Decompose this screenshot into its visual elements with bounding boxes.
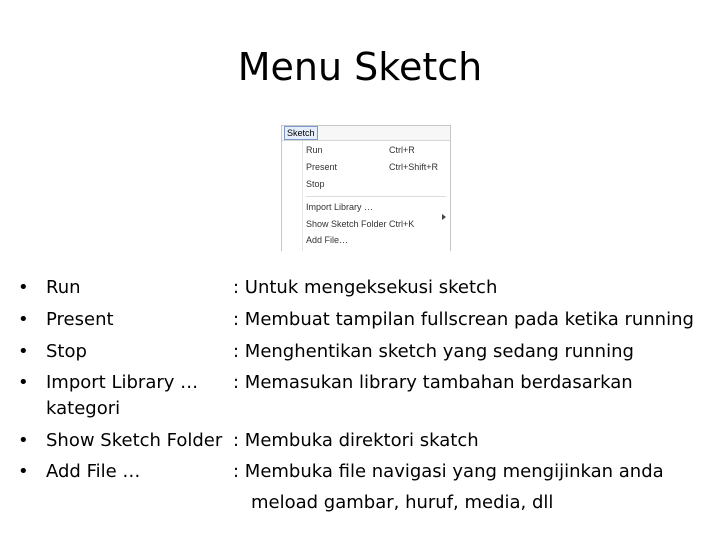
menu-item-show-sketch-folder[interactable]: Show Sketch Folder <box>306 219 387 229</box>
shortcut-show-sketch-folder: Ctrl+K <box>389 219 415 229</box>
submenu-arrow-icon <box>442 214 446 220</box>
menu-item-run[interactable]: Run <box>306 145 323 155</box>
desc-add-file-cont: meload gambar, huruf, media, dll <box>251 492 554 513</box>
menu-separator <box>306 196 446 197</box>
item-stop: Stop <box>46 341 87 362</box>
item-run: Run <box>46 277 81 298</box>
menu-item-stop[interactable]: Stop <box>306 179 325 189</box>
desc-add-file: : Membuka file navigasi yang mengijinkan anda <box>233 461 664 482</box>
bullet: • <box>18 430 29 451</box>
bullet: • <box>18 309 29 330</box>
desc-import-library: : Memasukan library tambahan berdasarkan <box>233 372 633 393</box>
menu-item-add-file[interactable]: Add File… <box>306 235 349 245</box>
bullet: • <box>18 341 29 362</box>
menu-item-present[interactable]: Present <box>306 162 338 172</box>
item-add-file: Add File … <box>46 461 141 482</box>
item-present: Present <box>46 309 114 330</box>
page-title: Menu Sketch <box>237 45 483 89</box>
item-show-sketch-folder: Show Sketch Folder <box>46 430 223 451</box>
bullet: • <box>18 461 29 482</box>
item-import-library: Import Library … <box>46 372 199 393</box>
menu-bar <box>282 126 450 141</box>
menu-sketch[interactable]: Sketch <box>284 126 318 140</box>
shortcut-present: Ctrl+Shift+R <box>389 162 439 172</box>
bullet: • <box>18 277 29 298</box>
desc-present: : Membuat tampilan fullscrean pada ketika running <box>233 309 694 330</box>
sketch-menu-screenshot <box>281 125 451 251</box>
item-import-library-cont: kategori <box>46 398 121 419</box>
desc-show-sketch-folder: : Membuka direktori skatch <box>233 430 479 451</box>
menu-item-import-library[interactable]: Import Library … <box>306 202 374 212</box>
desc-run: : Untuk mengeksekusi sketch <box>233 277 498 298</box>
shortcut-run: Ctrl+R <box>389 145 415 155</box>
menu-dropdown <box>282 141 450 251</box>
bullet: • <box>18 372 29 393</box>
desc-stop: : Menghentikan sketch yang sedang running <box>233 341 634 362</box>
